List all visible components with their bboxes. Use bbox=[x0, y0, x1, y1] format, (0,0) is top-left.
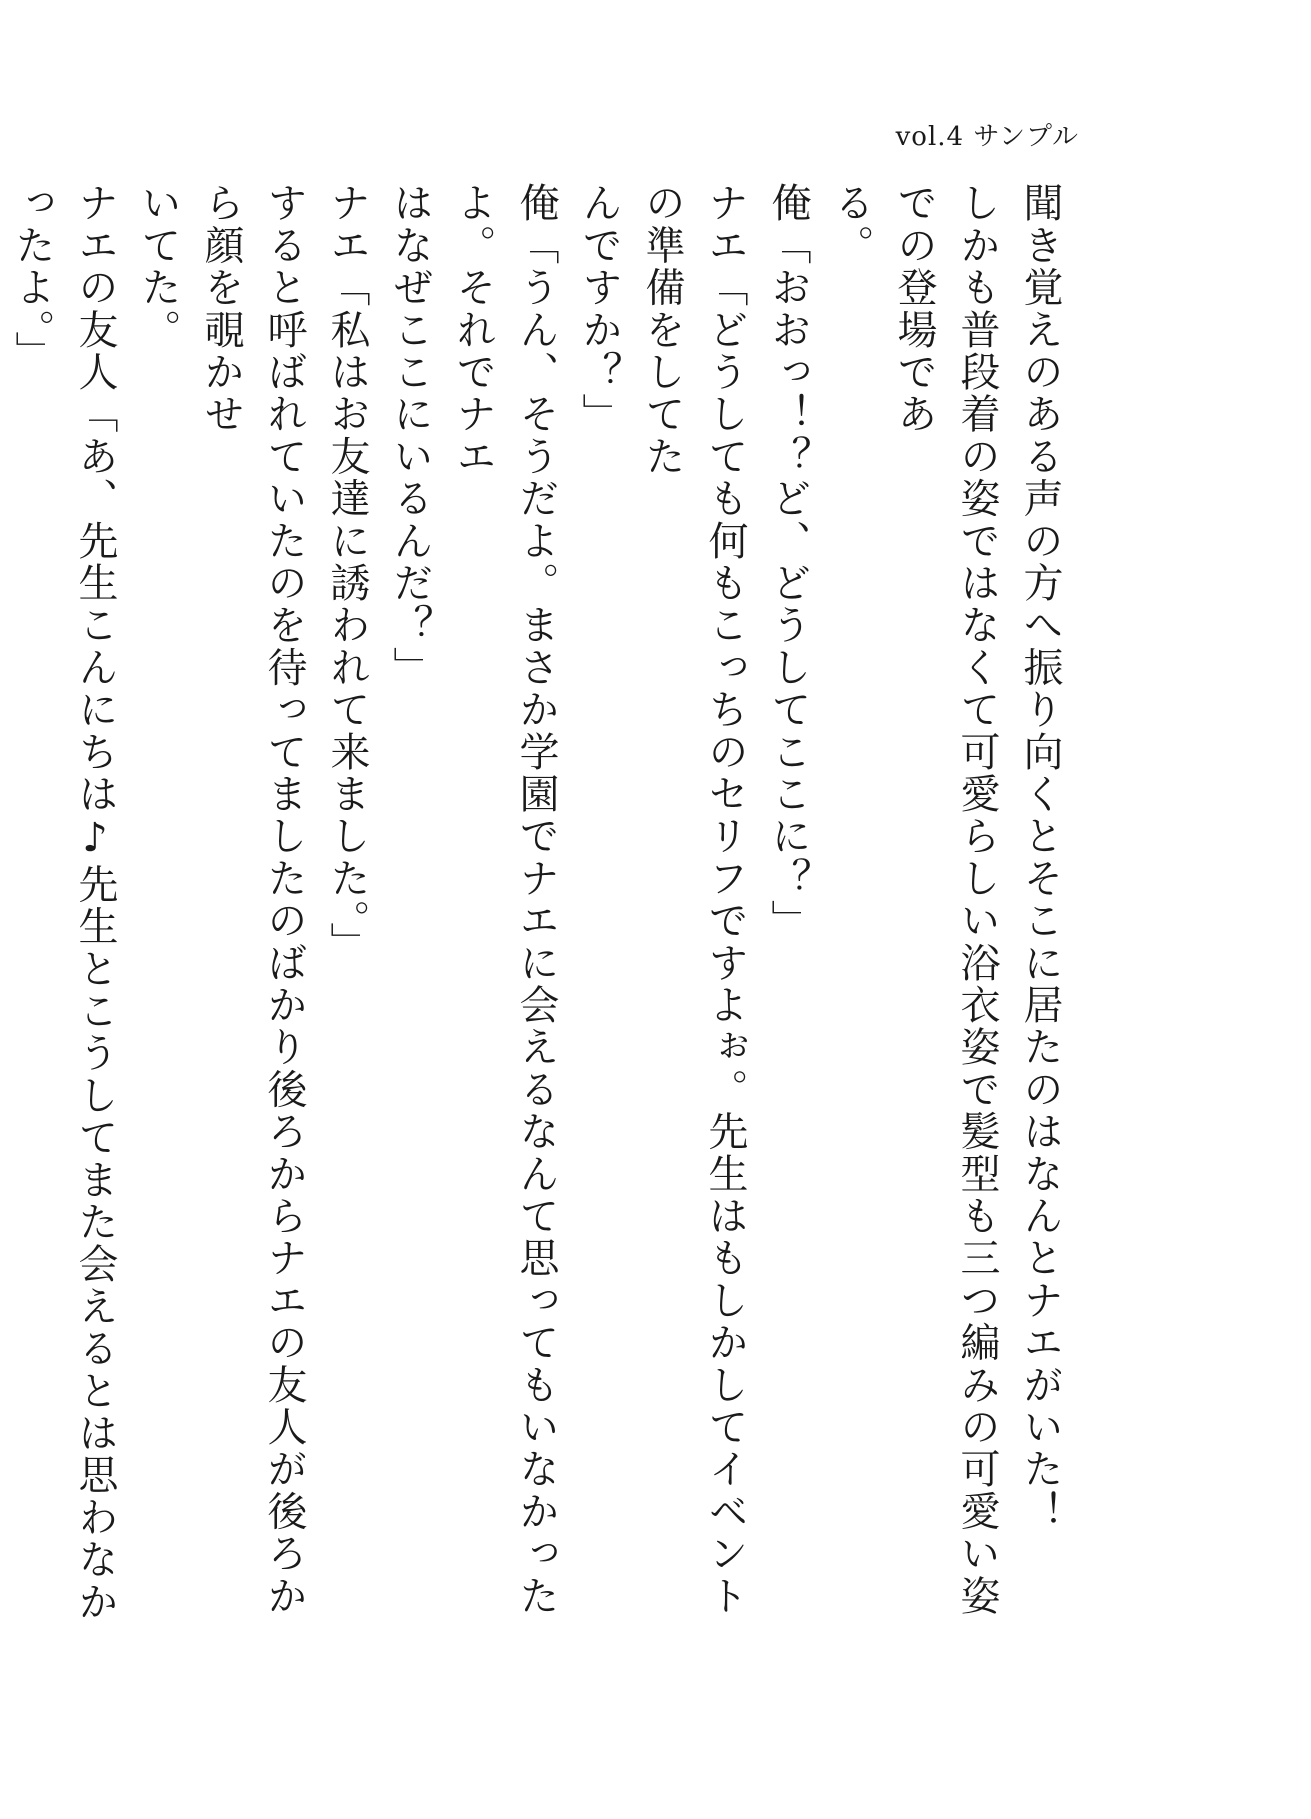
vertical-body-text bbox=[0, 182, 1071, 1642]
paragraph-7: すると呼ばれていたのを待ってましたのばかり後ろからナエの友人が後ろから顔を覗かせ いてた。 bbox=[135, 182, 307, 1617]
paragraph-4: ナエ「どうしても何もこっちのセリフですよぉ。先生はもしかしてイベントの準備をしてた んですか？」 bbox=[576, 182, 748, 1617]
paragraph-1: 聞き覚えのある声の方へ振り向くとそこに居たのはなんとナエがいた！ bbox=[1017, 182, 1063, 1533]
paragraph-8: ナエの友人「あ、先生こんにちは♪先生とこうしてまた会えるとは思わなかったよ。」 bbox=[9, 182, 118, 1623]
paragraph-6: ナエ「私はお友達に誘われて来ました。」 bbox=[324, 182, 370, 964]
header-label: vol.4 サンプル bbox=[895, 122, 1079, 152]
paragraph-5: 俺「うん、そうだよ。まさか学園でナエに会えるなんて思ってもいなかったよ。それでナエ はなぜここにいるんだ？」 bbox=[387, 182, 559, 1617]
paragraph-3: 俺「おおっ！？ど、どうしてここに？」 bbox=[765, 182, 811, 942]
page-header bbox=[896, 116, 1079, 153]
paragraph-2: しかも普段着の姿ではなくて可愛らしい浴衣姿で髪型も三つ編みの可愛い姿での登場であ る。 bbox=[828, 182, 1000, 1617]
